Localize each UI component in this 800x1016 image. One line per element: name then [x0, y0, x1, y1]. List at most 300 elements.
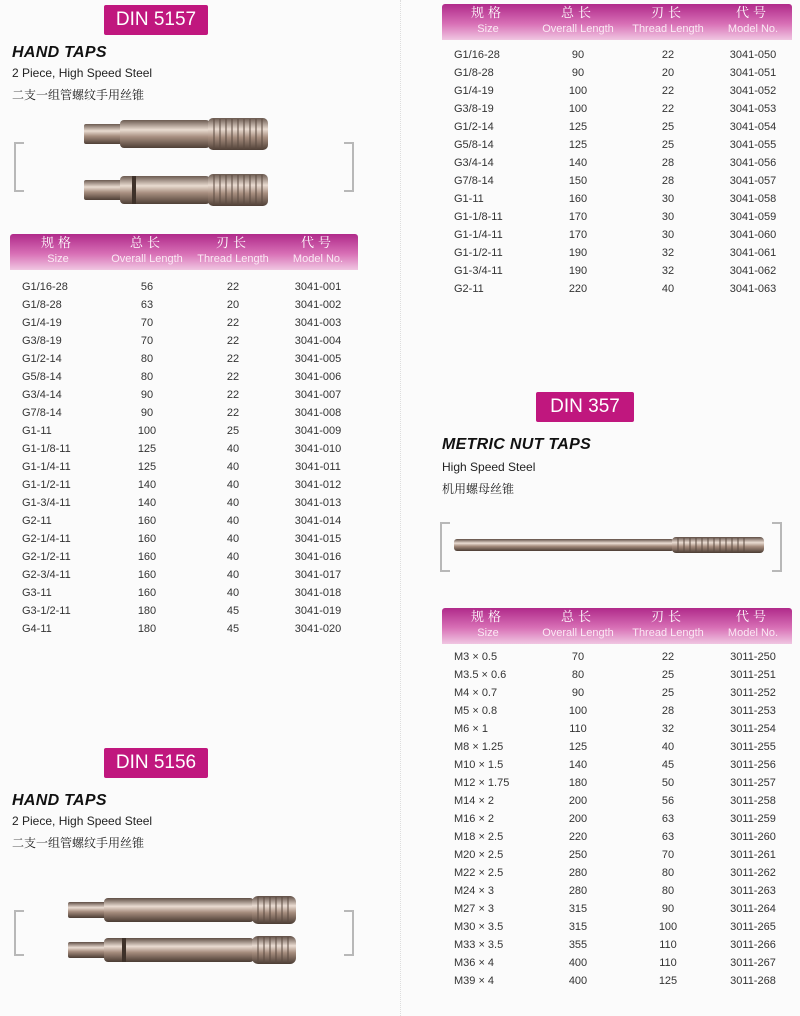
table-row: [442, 864, 792, 882]
bracket-left: [440, 522, 450, 572]
cell-size: M36 × 4: [454, 957, 495, 969]
din5156-subtitle: 2 Piece, High Speed Steel: [12, 814, 153, 828]
header-overall-en: Overall Length: [542, 627, 614, 639]
table-row: [10, 440, 358, 458]
din5157-subtitle-cn: 二支一组管螺纹手用丝锥: [12, 88, 145, 102]
header-thread-en: Thread Length: [197, 253, 269, 265]
cell-size: G2-3/4-11: [22, 569, 71, 581]
cell-overall-length: 400: [568, 975, 588, 987]
cell-model-no: 3011-258: [730, 795, 776, 807]
cell-size: G1-11: [22, 425, 52, 437]
bracket-right: [344, 142, 354, 192]
header-thread-zh: 刃长: [650, 610, 685, 625]
cell-model-no: 3011-253: [730, 705, 776, 717]
table-row: [10, 350, 358, 368]
table-row: [442, 720, 792, 738]
cell-thread-length: 70: [661, 849, 675, 861]
cell-model-no: 3041-011: [295, 461, 341, 473]
table-row: [442, 648, 792, 666]
cell-overall-length: 100: [568, 103, 588, 115]
cell-size: G1-1/2-11: [22, 479, 71, 491]
table-row: [10, 512, 358, 530]
cell-overall-length: 280: [568, 867, 588, 879]
cell-thread-length: 25: [661, 669, 675, 681]
cell-thread-length: 40: [226, 569, 240, 581]
cell-size: G2-1/4-11: [22, 533, 71, 545]
header-model-en: Model No.: [727, 23, 779, 35]
cell-overall-length: 190: [568, 247, 588, 259]
cell-size: G5/8-14: [454, 139, 494, 151]
cell-overall-length: 90: [571, 49, 585, 61]
cell-overall-length: 280: [568, 885, 588, 897]
cell-model-no: 3041-020: [294, 623, 342, 635]
table-row: [10, 476, 358, 494]
cell-thread-length: 22: [226, 335, 240, 347]
table-row: [442, 702, 792, 720]
cell-model-no: 3041-057: [729, 175, 777, 187]
cell-size: M5 × 0.8: [454, 705, 498, 717]
table-row: [442, 666, 792, 684]
cell-overall-length: 125: [568, 139, 588, 151]
cell-overall-length: 160: [137, 533, 157, 545]
cell-model-no: 3041-055: [729, 139, 777, 151]
nut-tap-image: [452, 534, 772, 558]
cell-size: M4 × 0.7: [454, 687, 498, 699]
bracket-right: [772, 522, 782, 572]
cell-thread-length: 40: [226, 515, 240, 527]
cell-size: G2-11: [22, 515, 52, 527]
cell-size: G1/2-14: [454, 121, 494, 133]
cell-overall-length: 100: [568, 85, 588, 97]
cell-overall-length: 315: [568, 903, 588, 915]
cell-overall-length: 140: [568, 157, 588, 169]
cell-thread-length: 40: [226, 461, 240, 473]
cell-size: G3/8-19: [454, 103, 494, 115]
table-header: [442, 4, 792, 40]
table-row: [442, 100, 792, 118]
cell-thread-length: 80: [661, 867, 675, 879]
cell-model-no: 3011-250: [730, 651, 776, 663]
cell-model-no: 3011-268: [730, 975, 776, 987]
cell-size: M3.5 × 0.6: [454, 669, 507, 681]
hand-tap-image: [80, 112, 280, 212]
cell-thread-length: 125: [658, 975, 678, 987]
cell-size: M22 × 2.5: [454, 867, 504, 879]
header-overall-zh: 总长: [560, 6, 595, 21]
cell-thread-length: 40: [661, 741, 675, 753]
cell-model-no: 3041-018: [294, 587, 342, 599]
table-row: [442, 64, 792, 82]
cell-thread-length: 45: [226, 623, 240, 635]
cell-thread-length: 22: [661, 651, 675, 663]
cell-size: G1-1/8-11: [454, 211, 503, 223]
cell-overall-length: 80: [140, 353, 154, 365]
table-row: [442, 954, 792, 972]
cell-size: G1-1/8-11: [22, 443, 71, 455]
cell-size: G3-1/2-11: [22, 605, 71, 617]
cell-model-no: 3041-004: [294, 335, 342, 347]
cell-thread-length: 30: [661, 193, 675, 205]
cell-model-no: 3041-053: [729, 103, 777, 115]
cell-overall-length: 100: [137, 425, 157, 437]
header-thread-zh: 刃长: [650, 6, 685, 21]
table-row: [10, 494, 358, 512]
cell-overall-length: 90: [571, 687, 585, 699]
table-row: [442, 244, 792, 262]
cell-overall-length: 180: [137, 623, 157, 635]
cell-size: G3/8-19: [22, 335, 62, 347]
bracket-right: [344, 910, 354, 956]
cell-model-no: 3011-263: [730, 885, 776, 897]
table-row: [442, 828, 792, 846]
cell-size: G1/4-19: [454, 85, 494, 97]
cell-size: G3-11: [22, 587, 52, 599]
header-model-en: Model No.: [292, 253, 344, 265]
cell-overall-length: 160: [137, 515, 157, 527]
cell-thread-length: 22: [226, 389, 240, 401]
cell-model-no: 3011-262: [730, 867, 776, 879]
din357-subtitle-cn: 机用螺母丝锥: [442, 482, 515, 496]
cell-model-no: 3041-015: [294, 533, 342, 545]
table-row: [442, 810, 792, 828]
table-header: [10, 234, 358, 270]
cell-thread-length: 22: [661, 103, 675, 115]
table-row: [10, 602, 358, 620]
cell-model-no: 3041-017: [294, 569, 342, 581]
cell-thread-length: 90: [661, 903, 675, 915]
table-row: [442, 972, 792, 990]
table-row: [442, 118, 792, 136]
table-row: [10, 386, 358, 404]
table-row: [10, 458, 358, 476]
cell-model-no: 3041-013: [294, 497, 342, 509]
table-row: [10, 584, 358, 602]
cell-size: G1/16-28: [454, 49, 500, 61]
cell-model-no: 3041-050: [729, 49, 777, 61]
cell-thread-length: 25: [661, 139, 675, 151]
cell-overall-length: 70: [140, 335, 154, 347]
table-row: [10, 530, 358, 548]
cell-overall-length: 90: [140, 389, 154, 401]
cell-model-no: 3011-255: [730, 741, 776, 753]
table-row: [442, 936, 792, 954]
cell-size: G1/2-14: [22, 353, 62, 365]
cell-model-no: 3011-261: [730, 849, 776, 861]
din5157-title: HAND TAPS: [12, 44, 107, 61]
table-row: [442, 172, 792, 190]
cell-model-no: 3041-009: [294, 425, 342, 437]
header-size-zh: 规格: [470, 6, 505, 21]
cell-size: M39 × 4: [454, 975, 495, 987]
cell-size: G2-11: [454, 283, 484, 295]
cell-thread-length: 40: [226, 479, 240, 491]
cell-overall-length: 70: [571, 651, 585, 663]
cell-thread-length: 32: [661, 247, 675, 259]
cell-overall-length: 160: [137, 587, 157, 599]
header-size-en: Size: [477, 23, 499, 35]
cell-size: M24 × 3: [454, 885, 495, 897]
cell-model-no: 3041-061: [729, 247, 777, 259]
cell-thread-length: 22: [226, 317, 240, 329]
cell-size: G1-1/4-11: [22, 461, 71, 473]
table-row: [10, 620, 358, 638]
cell-model-no: 3011-257: [730, 777, 776, 789]
cell-model-no: 3041-058: [729, 193, 777, 205]
cell-model-no: 3041-001: [294, 281, 342, 293]
cell-size: G7/8-14: [22, 407, 62, 419]
header-size-zh: 规格: [40, 236, 75, 251]
din5156-subtitle-cn: 二支一组管螺纹手用丝锥: [12, 836, 145, 850]
table-row: [442, 738, 792, 756]
cell-size: M10 × 1.5: [454, 759, 504, 771]
cell-model-no: 3041-016: [294, 551, 342, 563]
cell-model-no: 3041-010: [294, 443, 342, 455]
cell-thread-length: 40: [226, 497, 240, 509]
table-row: [442, 280, 792, 298]
table-row: [10, 296, 358, 314]
cell-model-no: 3041-012: [294, 479, 342, 491]
cell-model-no: 3041-060: [729, 229, 777, 241]
cell-thread-length: 28: [661, 705, 675, 717]
header-model-zh: 代号: [300, 236, 335, 251]
cell-size: G1-11: [454, 193, 484, 205]
cell-thread-length: 25: [661, 121, 675, 133]
cell-thread-length: 22: [661, 85, 675, 97]
table-row: [10, 332, 358, 350]
header-size-zh: 规格: [470, 610, 505, 625]
cell-overall-length: 125: [568, 121, 588, 133]
cell-thread-length: 63: [661, 813, 675, 825]
cell-model-no: 3011-256: [730, 759, 776, 771]
cell-size: M20 × 2.5: [454, 849, 504, 861]
cell-size: G7/8-14: [454, 175, 494, 187]
cell-size: G1-1/4-11: [454, 229, 503, 241]
cell-size: M18 × 2.5: [454, 831, 504, 843]
din357-table: [442, 608, 792, 990]
cell-size: M12 × 1.75: [454, 777, 510, 789]
hand-tap-image: [64, 894, 304, 974]
table-header: [442, 608, 792, 644]
table-row: [10, 422, 358, 440]
cell-model-no: 3041-062: [729, 265, 777, 277]
cell-model-no: 3011-254: [730, 723, 776, 735]
cell-model-no: 3041-051: [729, 67, 777, 79]
cell-overall-length: 160: [137, 551, 157, 563]
cell-size: G5/8-14: [22, 371, 62, 383]
cell-size: G1/8-28: [454, 67, 494, 79]
cell-overall-length: 220: [568, 831, 588, 843]
din5157-rows: [10, 270, 358, 638]
cell-overall-length: 110: [569, 723, 587, 735]
cell-thread-length: 45: [661, 759, 675, 771]
table-row: [10, 278, 358, 296]
table-row: [10, 566, 358, 584]
cell-thread-length: 63: [661, 831, 675, 843]
din5156-badge: DIN 5156: [104, 748, 208, 778]
column-divider: [400, 0, 401, 1016]
cell-overall-length: 355: [568, 939, 588, 951]
cell-thread-length: 28: [661, 157, 675, 169]
table-row: [442, 82, 792, 100]
table-row: [442, 792, 792, 810]
cell-overall-length: 180: [137, 605, 157, 617]
din5157-badge: DIN 5157: [104, 5, 208, 35]
cell-overall-length: 400: [568, 957, 588, 969]
cell-overall-length: 56: [140, 281, 154, 293]
cell-overall-length: 250: [568, 849, 588, 861]
table-row: [442, 136, 792, 154]
header-model-zh: 代号: [735, 610, 770, 625]
header-overall-en: Overall Length: [542, 23, 614, 35]
table-row: [442, 46, 792, 64]
header-model-zh: 代号: [735, 6, 770, 21]
header-thread-en: Thread Length: [632, 23, 704, 35]
din5157-subtitle: 2 Piece, High Speed Steel: [12, 66, 153, 80]
din357-badge: DIN 357: [536, 392, 634, 422]
cell-overall-length: 90: [140, 407, 154, 419]
cell-thread-length: 22: [226, 371, 240, 383]
table-row: [442, 846, 792, 864]
cell-size: M6 × 1: [454, 723, 488, 735]
cell-model-no: 3011-260: [730, 831, 776, 843]
cell-overall-length: 125: [137, 443, 157, 455]
cell-overall-length: 80: [140, 371, 154, 383]
cell-thread-length: 45: [226, 605, 240, 617]
cell-size: G3/4-14: [454, 157, 494, 169]
cell-overall-length: 125: [137, 461, 157, 473]
table-row: [442, 918, 792, 936]
cell-size: M30 × 3.5: [454, 921, 504, 933]
cell-size: G3/4-14: [22, 389, 62, 401]
cell-model-no: 3041-008: [294, 407, 342, 419]
cell-thread-length: 25: [226, 425, 240, 437]
cell-thread-length: 40: [661, 283, 675, 295]
cell-size: G1/4-19: [22, 317, 62, 329]
cell-model-no: 3011-251: [730, 669, 776, 681]
cell-model-no: 3011-259: [730, 813, 776, 825]
din5157-table: [10, 234, 358, 638]
cell-model-no: 3041-002: [294, 299, 342, 311]
cell-thread-length: 20: [226, 299, 240, 311]
cell-overall-length: 125: [568, 741, 588, 753]
cell-overall-length: 200: [568, 813, 588, 825]
cell-size: M8 × 1.25: [454, 741, 504, 753]
table-row: [442, 208, 792, 226]
cell-overall-length: 170: [568, 211, 588, 223]
header-model-en: Model No.: [727, 627, 779, 639]
cell-thread-length: 40: [226, 443, 240, 455]
cell-model-no: 3041-052: [729, 85, 777, 97]
cell-model-no: 3011-265: [730, 921, 776, 933]
cell-thread-length: 110: [659, 957, 677, 969]
cell-model-no: 3041-056: [729, 157, 777, 169]
cell-size: G1-3/4-11: [22, 497, 71, 509]
cell-model-no: 3011-252: [730, 687, 776, 699]
cell-size: M33 × 3.5: [454, 939, 504, 951]
table-row: [10, 368, 358, 386]
header-overall-zh: 总长: [129, 236, 164, 251]
table-row: [442, 190, 792, 208]
header-overall-en: Overall Length: [111, 253, 183, 265]
cell-model-no: 3041-014: [294, 515, 342, 527]
cell-overall-length: 100: [568, 705, 588, 717]
bracket-left: [14, 142, 24, 192]
cell-thread-length: 50: [661, 777, 675, 789]
cell-model-no: 3041-019: [294, 605, 342, 617]
cell-thread-length: 110: [659, 939, 677, 951]
header-thread-zh: 刃长: [215, 236, 250, 251]
cell-overall-length: 90: [571, 67, 585, 79]
din5156-table: [442, 4, 792, 298]
cell-size: G2-1/2-11: [22, 551, 71, 563]
cell-size: M27 × 3: [454, 903, 495, 915]
cell-model-no: 3011-264: [730, 903, 776, 915]
cell-overall-length: 220: [568, 283, 588, 295]
cell-size: M3 × 0.5: [454, 651, 498, 663]
cell-overall-length: 200: [568, 795, 588, 807]
cell-thread-length: 40: [226, 587, 240, 599]
table-row: [442, 882, 792, 900]
cell-overall-length: 190: [568, 265, 588, 277]
cell-thread-length: 22: [226, 407, 240, 419]
cell-model-no: 3011-267: [730, 957, 776, 969]
cell-overall-length: 150: [568, 175, 588, 187]
cell-thread-length: 22: [226, 281, 240, 293]
cell-model-no: 3011-266: [730, 939, 776, 951]
cell-model-no: 3041-054: [729, 121, 777, 133]
table-row: [442, 262, 792, 280]
din5156-rows: [442, 40, 792, 298]
table-row: [442, 154, 792, 172]
cell-thread-length: 22: [661, 49, 675, 61]
cell-size: M14 × 2: [454, 795, 495, 807]
header-overall-zh: 总长: [560, 610, 595, 625]
cell-thread-length: 40: [226, 551, 240, 563]
cell-thread-length: 40: [226, 533, 240, 545]
cell-overall-length: 160: [568, 193, 588, 205]
cell-thread-length: 20: [661, 67, 675, 79]
cell-size: G1/8-28: [22, 299, 62, 311]
din5156-title: HAND TAPS: [12, 792, 107, 809]
cell-overall-length: 80: [571, 669, 585, 681]
cell-thread-length: 32: [661, 265, 675, 277]
cell-model-no: 3041-059: [729, 211, 777, 223]
cell-model-no: 3041-007: [294, 389, 342, 401]
cell-overall-length: 180: [568, 777, 588, 789]
table-row: [442, 756, 792, 774]
cell-model-no: 3041-063: [729, 283, 777, 295]
table-row: [10, 548, 358, 566]
table-row: [442, 226, 792, 244]
cell-size: G1/16-28: [22, 281, 68, 293]
cell-thread-length: 22: [226, 353, 240, 365]
cell-thread-length: 30: [661, 211, 675, 223]
cell-overall-length: 70: [140, 317, 154, 329]
cell-size: M16 × 2: [454, 813, 495, 825]
cell-overall-length: 160: [137, 569, 157, 581]
cell-thread-length: 56: [661, 795, 675, 807]
din357-subtitle: High Speed Steel: [442, 460, 536, 474]
cell-overall-length: 315: [568, 921, 588, 933]
cell-thread-length: 28: [661, 175, 675, 187]
cell-thread-length: 25: [661, 687, 675, 699]
table-row: [10, 314, 358, 332]
cell-overall-length: 140: [137, 479, 157, 491]
header-size-en: Size: [47, 253, 69, 265]
table-row: [442, 684, 792, 702]
header-size-en: Size: [477, 627, 499, 639]
cell-thread-length: 80: [661, 885, 675, 897]
